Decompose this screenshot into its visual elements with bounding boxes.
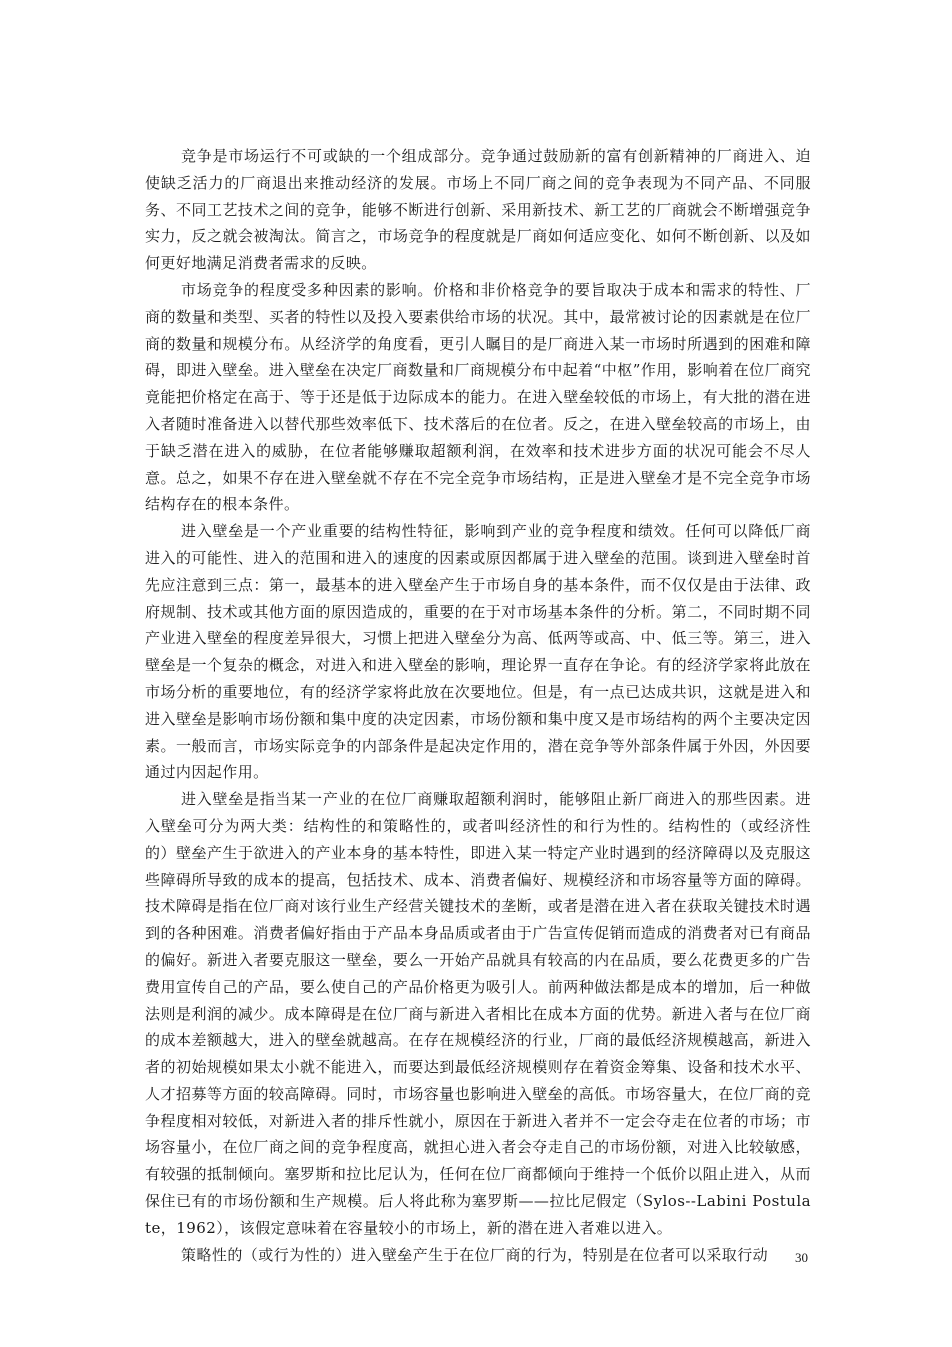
page-body (145, 143, 811, 1268)
page-number: 30 (795, 1250, 808, 1265)
paragraph-entry-barrier-definition: 进入壁垒是指当某一产业的在位厂商赚取超额利润时，能够阻止新厂商进入的那些因素。进入壁垒可分为两大类：结构性的和策略性的，或者叫经济性的和行为性的。结构性的（或经济性的）壁垒产生于欲进入的产业本身的基本特性，即进入某一特定产业时遇到的经济障碍以及克服这些障碍所导致的成本的提高，包括技术、成本、消费者偏好、规模经济和市场容量等方面的障碍。技术障碍是指在位厂商对该行业生产经营关键技术的垄断，或者是潜在进入者在获取关键技术时遇到的各种困难。消费者偏好指由于产品本身品质或者由于广告宣传促销而造成的消费者对已有商品的偏好。新进入者要克服这一壁垒，要么一开始产品就具有较高的内在品质，要么花费更多的广告费用宣传自己的产品，要么使自己的产品价格更为吸引人。前两种做法都是成本的增加，后一种做法则是利润的减少。成本障碍是在位厂商与新进入者相比在成本方面的优势。新进入者与在位厂商的成本差额越大，进入的壁垒就越高。在存在规模经济的行业，厂商的最低经济规模越高，新进入者的初始规模如果太小就不能进入，而要达到最低经济规模则存在着资金筹集、设备和技术水平、人才招募等方面的较高障碍。同时，市场容量也影响进入壁垒的高低。市场容量大，在位厂商的竞争程度相对较低，对新进入者的排斥性就小，原因在于新进入者并不一定会夺走在位者的市场；市场容量小，在位厂商之间的竞争程度高，就担心进入者会夺走自己的市场份额，对进入比较敏感，有较强的抵制倾向。塞罗斯和拉比尼认为，任何在位厂商都倾向于维持一个低价以阻止进入，从而保住已有的市场份额和生产规模。后人将此称为塞罗斯——拉比尼假定（Sylos--Labini Postulate，1962），该假定意味着在容量较小的市场上，新的潜在进入者难以进入。 (145, 790, 811, 1237)
paragraph-competition-intro: 竞争是市场运行不可或缺的一个组成部分。竞争通过鼓励新的富有创新精神的厂商进入、迫使缺乏活力的厂商退出来推动经济的发展。市场上不同厂商之间的竞争表现为不同产品、不同服务、不同工艺技术之间的竞争，能够不断进行创新、采用新技术、新工艺的厂商就会不断增强竞争实力，反之就会被淘汰。简言之，市场竞争的程度就是厂商如何适应变化、如何不断创新、以及如何更好地满足消费者需求的反映。 (145, 147, 811, 273)
paragraph-entry-barrier-feature: 进入壁垒是一个产业重要的结构性特征，影响到产业的竞争程度和绩效。任何可以降低厂商进入的可能性、进入的范围和进入的速度的因素或原因都属于进入壁垒的范围。谈到进入壁垒时首先应注意到三点：第一，最基本的进入壁垒产生于市场自身的基本条件，而不仅仅是由于法律、政府规制、技术或其他方面的原因造成的，重要的在于对市场基本条件的分析。第二，不同时期不同产业进入壁垒的程度差异很大，习惯上把进入壁垒分为高、低两等或高、中、低三等。第三，进入壁垒是一个复杂的概念，对进入和进入壁垒的影响，理论界一直存在争论。有的经济学家将此放在市场分析的重要地位，有的经济学家将此放在次要地位。但是，有一点已达成共识，这就是进入和进入壁垒是影响市场份额和集中度的决定因素，市场份额和集中度又是市场结构的两个主要决定因素。一般而言，市场实际竞争的内部条件是起决定作用的，潜在竞争等外部条件属于外因，外因要通过内因起作用。 (145, 522, 811, 782)
paragraph-competition-factors: 市场竞争的程度受多种因素的影响。价格和非价格竞争的要旨取决于成本和需求的特性、厂商的数量和类型、买者的特性以及投入要素供给市场的状况。其中，最常被讨论的因素就是在位厂商的数量和规模分布。从经济学的角度看，更引人瞩目的是厂商进入某一市场时所遇到的困难和障碍，即进入壁垒。进入壁垒在决定厂商数量和厂商规模分布中起着“中枢”作用，影响着在位厂商究竟能把价格定在高于、等于还是低于边际成本的能力。在进入壁垒较低的市场上，有大批的潜在进入者随时准备进入以替代那些效率低下、技术落后的在位者。反之，在进入壁垒较高的市场上，由于缺乏潜在进入的威胁，在位者能够赚取超额利润，在效率和技术进步方面的状况可能会不尽人意。总之，如果不存在进入壁垒就不存在不完全竞争市场结构，正是进入壁垒才是不完全竞争市场结构存在的根本条件。 (145, 280, 811, 514)
paragraph-strategic-barrier: 策略性的（或行为性的）进入壁垒产生于在位厂商的行为，特别是在位者可以采取行动 (181, 1245, 769, 1264)
